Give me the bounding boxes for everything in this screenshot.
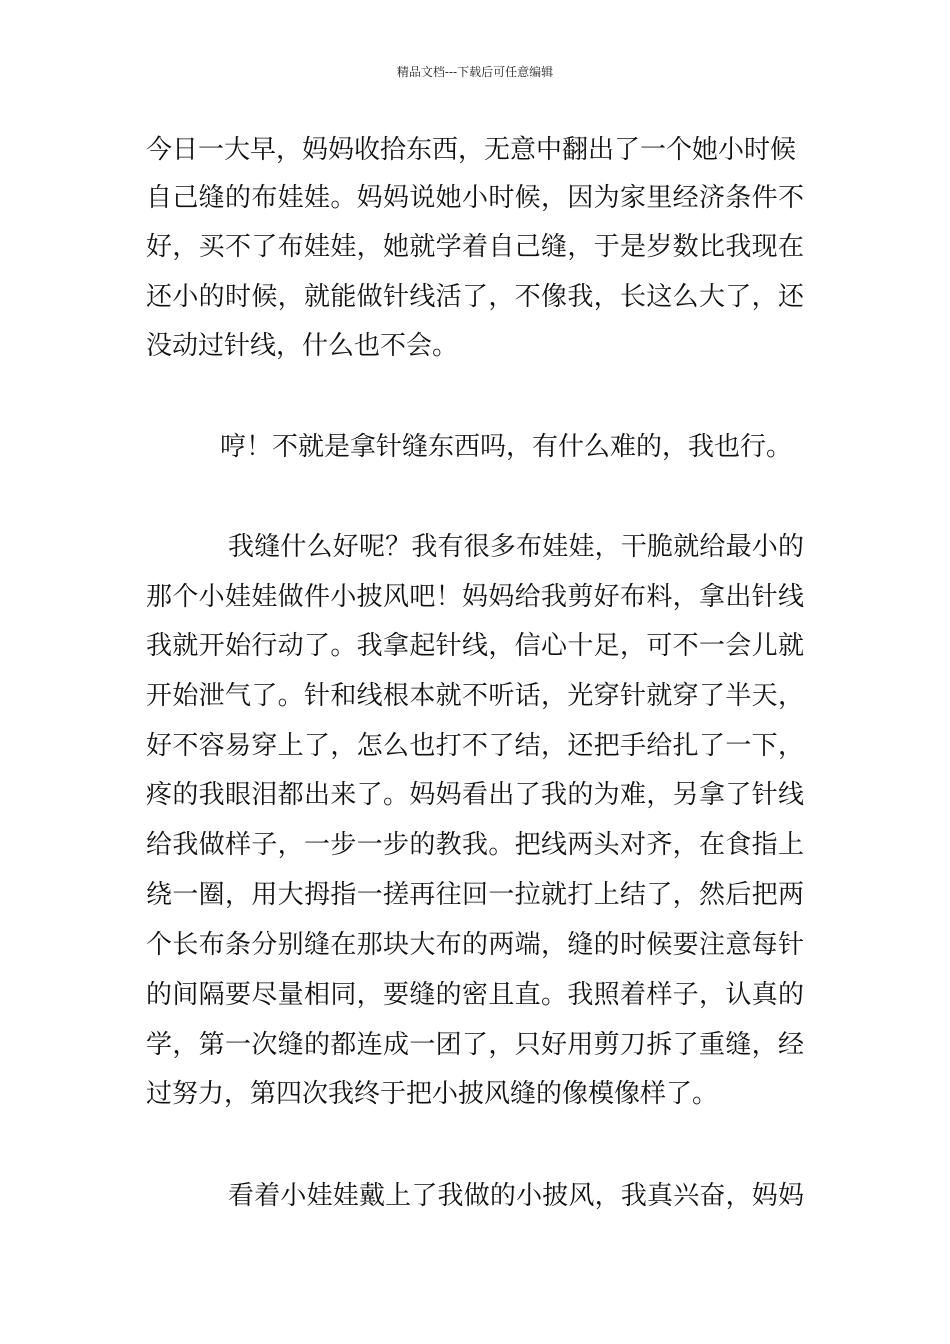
- paragraph-3-line-6: 疼的我眼泪都出来了。妈妈看出了我的为难，另拿了针线: [146, 780, 804, 810]
- paragraph-1-line-2: 自己缝的布娃娃。妈妈说她小时候，因为家里经济条件不: [146, 183, 804, 213]
- paragraph-3-line-8: 绕一圈，用大拇指一搓再往回一拉就打上结了，然后把两: [146, 880, 804, 910]
- paragraph-3-line-5: 好不容易穿上了，怎么也打不了结，还把手给扎了一下，: [146, 731, 804, 761]
- paragraph-2-line-1: 哼！不就是拿针缝东西吗，有什么难的，我也行。: [220, 432, 793, 462]
- paragraph-1-line-3: 好，买不了布娃娃，她就学着自己缝，于是岁数比我现在: [146, 232, 804, 262]
- paragraph-3-line-4: 开始泄气了。针和线根本就不听话，光穿针就穿了半天，: [146, 681, 804, 711]
- paragraph-4-line-1: 看着小娃娃戴上了我做的小披风，我真兴奋，妈妈: [228, 1181, 804, 1211]
- paragraph-1-line-1: 今日一大早，妈妈收拾东西，无意中翻出了一个她小时候: [146, 135, 797, 165]
- paragraph-1-line-4: 还小的时候，就能做针线活了，不像我，长这么大了，还: [146, 282, 804, 312]
- paragraph-1-line-5: 没动过针线，什么也不会。: [146, 331, 459, 361]
- paragraph-3-line-12: 过努力，第四次我终于把小披风缝的像模像样了。: [146, 1079, 719, 1109]
- page-header: 精品文档---下载后可任意编辑: [396, 65, 554, 79]
- paragraph-3-line-3: 我就开始行动了。我拿起针线，信心十足，可不一会儿就: [146, 631, 804, 661]
- paragraph-3-line-9: 个长布条分别缝在那块大布的两端，缝的时候要注意每针: [146, 930, 804, 960]
- paragraph-3-line-7: 给我做样子，一步一步的教我。把线两头对齐，在食指上: [146, 830, 804, 860]
- paragraph-3-line-11: 学，第一次缝的都连成一团了，只好用剪刀拆了重缝，经: [146, 1030, 804, 1060]
- paragraph-3-line-1: 我缝什么好呢？我有很多布娃娃，干脆就给最小的: [228, 532, 804, 562]
- paragraph-3-line-10: 的间隔要尽量相同，要缝的密且直。我照着样子，认真的: [146, 980, 804, 1010]
- paragraph-3-line-2: 那个小娃娃做件小披风吧！妈妈给我剪好布料，拿出针线: [146, 582, 804, 612]
